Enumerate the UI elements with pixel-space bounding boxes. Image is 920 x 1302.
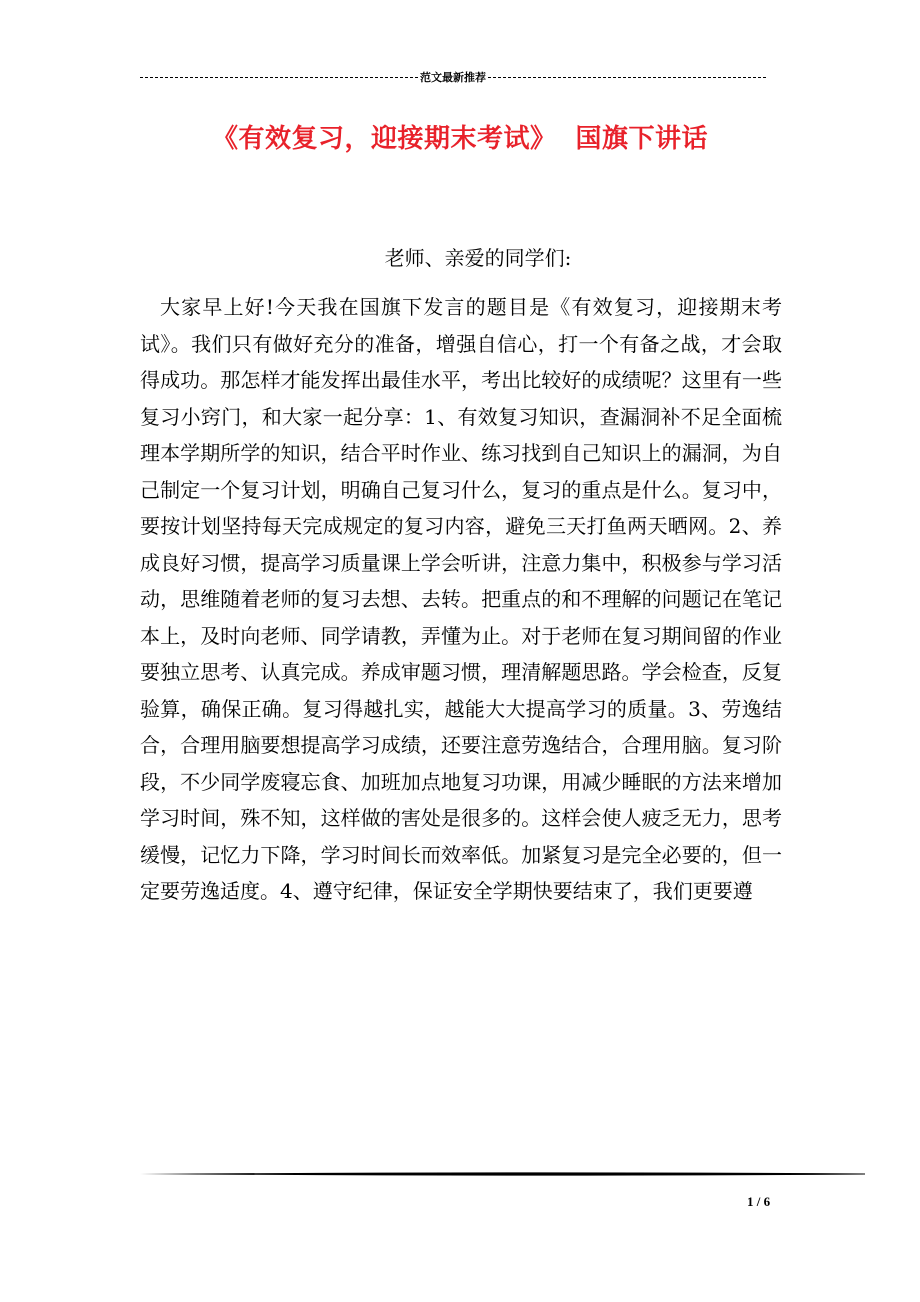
header-dash-left bbox=[140, 77, 418, 78]
header-label: 范文最新推荐 bbox=[420, 72, 486, 84]
document-title: 《有效复习，迎接期末考试》 国旗下讲话 bbox=[211, 124, 709, 154]
page-number: 1 / 6 bbox=[747, 1194, 771, 1209]
body-paragraph: 大家早上好!今天我在国旗下发言的题目是《有效复习，迎接期末考试》。我们只有做好充分的准备，增强自信心，打一个有备之战，才会取得成功。那怎样才能发挥出最佳水平，考出比较好的成绩呢？这里有一些复习小窍门，和大家一起分享：1、有效复习知识，查漏洞补不足全面梳理本学期所学的知识，结合平时作业、练习找到自己知识上的漏洞，为自己制定一个复习计划，明确自己复习什么，复习的重点是什么。复习中，要按计划坚持每天完成规定的复习内容，避免三天打鱼两天晒网。2、养成良好习惯，提高学习质量课上学会听讲，注意力集中，积极参与学习活动，思维随着老师的复习去想、去转。把重点的和不理解的问题记在笔记本上，及时向老师、同学请教，弄懂为止。对于老师在复习期间留的作业要独立思考、认真完成。养成审题习惯，理清解题思路。学会检查，反复验算，确保正确。复习得越扎实，越能大大提高学习的质量。3、劳逸结合，合理用脑要想提高学习成绩，还要注意劳逸结合，合理用脑。复习阶段，不少同学废寝忘食、加班加点地复习功课，用减少睡眠的方法来增加学习时间，殊不知，这样做的害处是很多的。这样会使人疲乏无力，思考缓慢，记忆力下降，学习时间长而效率低。加紧复习是完全必要的，但一定要劳逸适度。4、遵守纪律，保证安全学期快要结束了，我们更要遵 bbox=[140, 295, 782, 903]
footer-divider bbox=[140, 1172, 865, 1176]
header-dash-right bbox=[488, 77, 766, 78]
document-body bbox=[140, 289, 782, 910]
header-rule bbox=[140, 67, 766, 87]
salutation: 老师、亲爱的同学们: bbox=[384, 246, 572, 270]
